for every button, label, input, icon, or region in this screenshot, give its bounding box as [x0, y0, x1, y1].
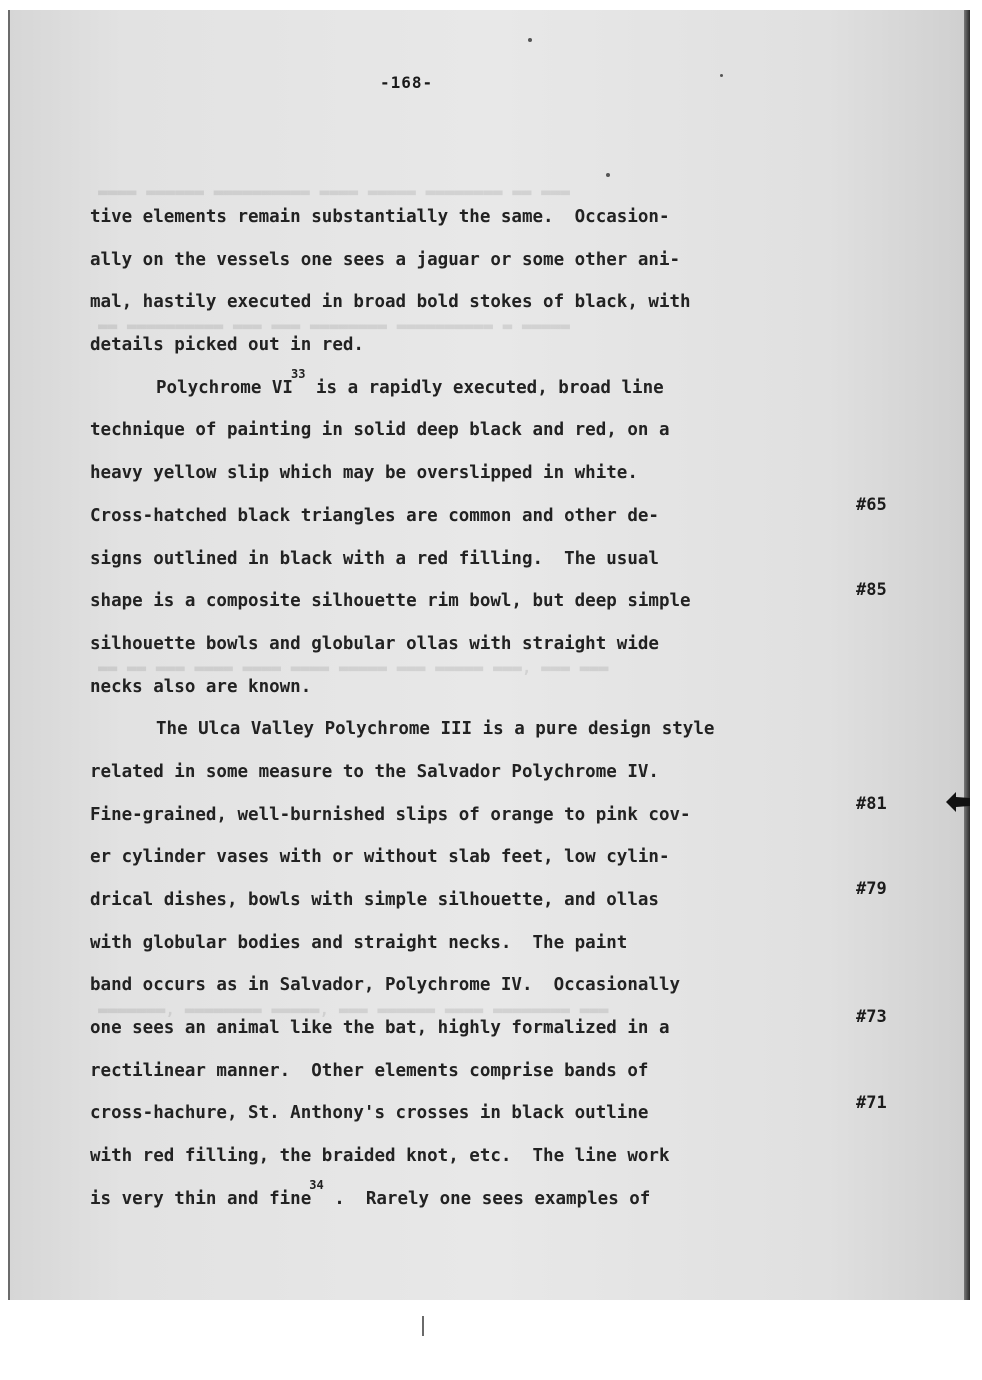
text-line: cross-hachure, St. Anthony's crosses in black outline	[90, 1103, 649, 1124]
margin-reference: #73	[856, 1007, 887, 1028]
text-line: with globular bodies and straight necks. The paint	[90, 932, 628, 953]
margin-reference: #79	[856, 879, 887, 900]
text-line: technique of painting in solid deep black and red, on a	[90, 420, 670, 441]
text-line: rectilinear manner. Other elements comprise bands of	[90, 1060, 649, 1081]
text-segment: . Rarely one sees examples of	[323, 1188, 651, 1209]
text-line: drical dishes, bowls with simple silhouette, and ollas	[90, 890, 659, 910]
text-line: er cylinder vases with or without slab feet, low cylin-	[90, 847, 670, 868]
text-line	[90, 1178, 850, 1221]
text-line: band occurs as in Salvador, Polychrome IV. Occasionally	[90, 975, 681, 996]
body-text	[90, 196, 850, 1221]
text-line: ally on the vessels one sees a jaguar or some other ani-	[90, 249, 681, 270]
arrow-marker-icon	[944, 788, 972, 816]
bleed-through-text: ▬▬▬▬▬▬▬, ▬▬▬▬▬▬▬▬ ▬▬▬▬▬, ▬▬▬ ▬▬▬▬▬▬ ▬▬▬▬ ▬▬▬▬▬▬▬▬ ▬▬▬	[98, 1000, 609, 1019]
text-line: one sees an animal like the bat, highly formalized in a	[90, 1018, 670, 1039]
text-line: Cross-hatched black triangles are common and other de-	[90, 505, 659, 526]
text-segment: is a rapidly executed, broad line	[305, 377, 664, 398]
margin-reference: #71	[856, 1092, 887, 1113]
margin-reference: #65	[856, 494, 887, 515]
text-line: shape is a composite silhouette rim bowl, but deep simple	[90, 591, 691, 612]
page-edge-shadow	[964, 10, 970, 1300]
text-line: silhouette bowls and globular ollas with straight wide	[90, 633, 659, 654]
margin-reference: #81	[856, 793, 887, 814]
margin-reference: #85	[856, 580, 887, 601]
text-line: signs outlined in black with a red filling. The usual	[90, 548, 659, 569]
text-line: tive elements remain substantially the same. Occasion-	[90, 207, 670, 227]
text-segment: is very thin and fine	[90, 1188, 312, 1209]
text-line: related in some measure to the Salvador Polychrome IV.	[90, 761, 659, 782]
bleed-through-text: ▬▬ ▬▬ ▬▬▬ ▬▬▬▬ ▬▬▬▬ ▬▬▬▬ ▬▬▬▬▬ ▬▬▬ ▬▬▬▬▬ ▬▬▬, ▬▬▬ ▬▬▬	[98, 658, 609, 677]
bleed-through-text: ▬▬ ▬▬▬▬▬▬▬▬▬▬ ▬▬▬ ▬▬▬ ▬▬▬▬▬▬▬▬ ▬▬▬▬▬▬▬▬▬▬ ▬ ▬▬▬▬▬	[98, 316, 571, 335]
text-line: Fine-grained, well-burnished slips of orange to pink cov-	[90, 804, 691, 825]
page-number: -168-	[380, 73, 434, 92]
pen-stroke-mark	[422, 1316, 424, 1336]
text-line: necks also are known.	[90, 676, 312, 697]
footnote-marker: 33	[290, 366, 306, 381]
bleed-through-text: ▬▬▬▬ ▬▬▬▬▬▬ ▬▬▬▬▬▬▬▬▬▬ ▬▬▬▬ ▬▬▬▬▬ ▬▬▬▬▬▬▬▬ ▬▬ ▬▬▬	[98, 182, 571, 201]
text-line: heavy yellow slip which may be overslipped in white.	[90, 463, 638, 484]
text-line: mal, hastily executed in broad bold stokes of black, with	[90, 292, 691, 313]
footnote-marker: 34	[309, 1177, 324, 1192]
text-line: with red filling, the braided knot, etc. The line work	[90, 1146, 670, 1167]
text-line: details picked out in red.	[90, 335, 364, 356]
text-line: The Ulca Valley Polychrome III is a pure design style	[156, 719, 715, 740]
text-segment: Polychrome VI	[156, 377, 293, 398]
text-line	[90, 367, 850, 410]
